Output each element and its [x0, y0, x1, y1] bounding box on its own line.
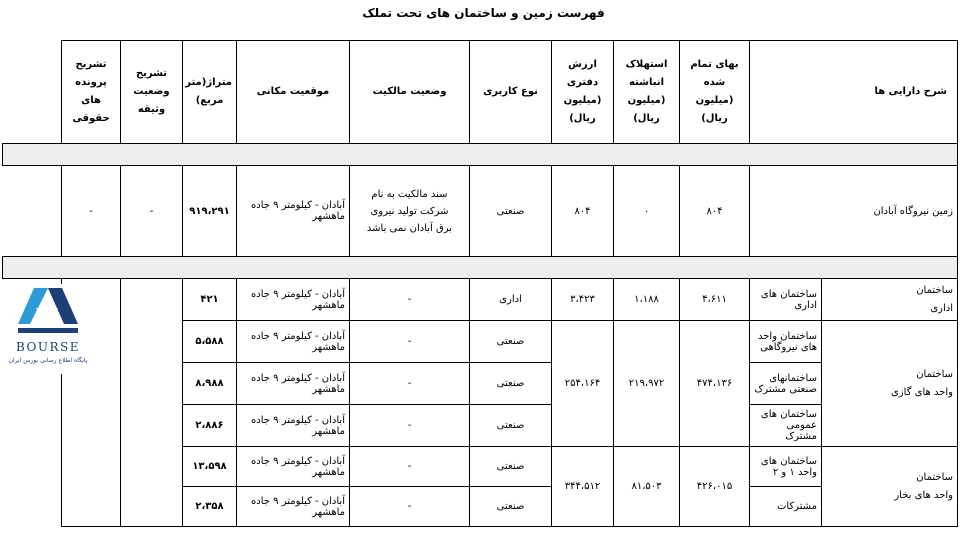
gas-area: ۸،۹۸۸ — [183, 363, 237, 405]
land-legal: - — [62, 166, 121, 257]
gas-usage: صنعتی — [470, 321, 552, 363]
land-usage: صنعتی — [470, 166, 552, 257]
gas-location: آبادان - کیلومتر ۹ جاده ماهشهر — [237, 363, 350, 405]
gas-desc: ساختمان های عمومی مشترک — [750, 405, 822, 447]
office-desc: ساختمان های اداری — [750, 279, 822, 321]
office-usage: اداری — [470, 279, 552, 321]
gas-location: آبادان - کیلومتر ۹ جاده ماهشهر — [237, 405, 350, 447]
land-area: ۹۱۹،۲۹۱ — [183, 166, 237, 257]
logo-caption: پایگاه اطلاع رسانی بورس ایران — [8, 357, 88, 364]
office-ownership: - — [350, 279, 470, 321]
steam-area: ۱۳،۵۹۸ — [183, 447, 237, 487]
gas-ownership: - — [350, 405, 470, 447]
header-desc: شرح دارایی ها — [750, 41, 958, 144]
gas-area: ۵،۵۸۸ — [183, 321, 237, 363]
steam-group: ساختمان واحد های بخار — [822, 447, 958, 527]
header-cost: بهای تمام شده (میلیون ریال) — [680, 41, 750, 144]
gas-book-value: ۲۵۴،۱۶۴ — [552, 321, 614, 447]
header-area: متراژ(متر مربع) — [183, 41, 237, 144]
gas-usage: صنعتی — [470, 363, 552, 405]
gas-ownership: - — [350, 363, 470, 405]
spacer-row — [3, 257, 958, 279]
gas-desc: ساختمان واحد های نیروگاهی — [750, 321, 822, 363]
header-location: موقعیت مکانی — [237, 41, 350, 144]
steam-desc: ساختمان های واحد ۱ و ۲ — [750, 447, 822, 487]
office-book-value: ۳،۴۲۳ — [552, 279, 614, 321]
steam-ownership: - — [350, 487, 470, 527]
header-legal: تشریح پرونده های حقوقی — [62, 41, 121, 144]
page-title: فهرست زمین و ساختمان های تحت تملک — [362, 6, 605, 20]
table-row-office — [3, 279, 958, 321]
steam-desc: مشترکات — [750, 487, 822, 527]
gas-location: آبادان - کیلومتر ۹ جاده ماهشهر — [237, 321, 350, 363]
gas-usage: صنعتی — [470, 405, 552, 447]
land-location: آبادان - کیلومتر ۹ جاده ماهشهر — [237, 166, 350, 257]
spacer-row — [3, 144, 958, 166]
gas-ownership: - — [350, 321, 470, 363]
office-cost: ۴،۶۱۱ — [680, 279, 750, 321]
steam-usage: صنعتی — [470, 447, 552, 487]
land-ownership: سند مالکیت به نام شرکت تولید نیروی برق آبادان نمی باشد — [350, 166, 470, 257]
steam-ownership: - — [350, 447, 470, 487]
steam-location: آبادان - کیلومتر ۹ جاده ماهشهر — [237, 487, 350, 527]
steam-book-value: ۳۴۴،۵۱۲ — [552, 447, 614, 527]
gas-group: ساختمان واحد های گازی — [822, 321, 958, 447]
header-collateral: تشریح وضعیت وثیقه — [121, 41, 183, 144]
land-collateral: - — [121, 166, 183, 257]
land-cost: ۸۰۴ — [680, 166, 750, 257]
office-group: ساختمان اداری — [822, 279, 958, 321]
gas-area: ۲،۸۸۶ — [183, 405, 237, 447]
office-location: آبادان - کیلومتر ۹ جاده ماهشهر — [237, 279, 350, 321]
land-depreciation: ۰ — [614, 166, 680, 257]
office-area: ۴۲۱ — [183, 279, 237, 321]
steam-usage: صنعتی — [470, 487, 552, 527]
logo-word: BOURSE — [15, 340, 80, 354]
header-row — [3, 41, 958, 144]
collateral-blank — [121, 279, 183, 527]
steam-location: آبادان - کیلومتر ۹ جاده ماهشهر — [237, 447, 350, 487]
steam-cost: ۴۲۶،۰۱۵ — [680, 447, 750, 527]
gas-cost: ۴۷۴،۱۳۶ — [680, 321, 750, 447]
assets-table — [2, 40, 958, 527]
table-row-land — [3, 166, 958, 257]
gas-desc: ساختمانهای صنعتی مشترک — [750, 363, 822, 405]
steam-area: ۲،۳۵۸ — [183, 487, 237, 527]
office-depreciation: ۱،۱۸۸ — [614, 279, 680, 321]
land-desc: زمین نیروگاه آبادان — [750, 166, 958, 257]
steam-depreciation: ۸۱،۵۰۳ — [614, 447, 680, 527]
header-ownership: وضعیت مالکیت — [350, 41, 470, 144]
gas-depreciation: ۲۱۹،۹۷۲ — [614, 321, 680, 447]
header-book-value: ارزش دفتری (میلیون ریال) — [552, 41, 614, 144]
land-book-value: ۸۰۴ — [552, 166, 614, 257]
header-depreciation: استهلاک انباشته (میلیون ریال) — [614, 41, 680, 144]
header-usage: نوع کاربری — [470, 41, 552, 144]
bourse-logo — [0, 284, 96, 374]
bourse-logo-icon — [0, 284, 96, 340]
